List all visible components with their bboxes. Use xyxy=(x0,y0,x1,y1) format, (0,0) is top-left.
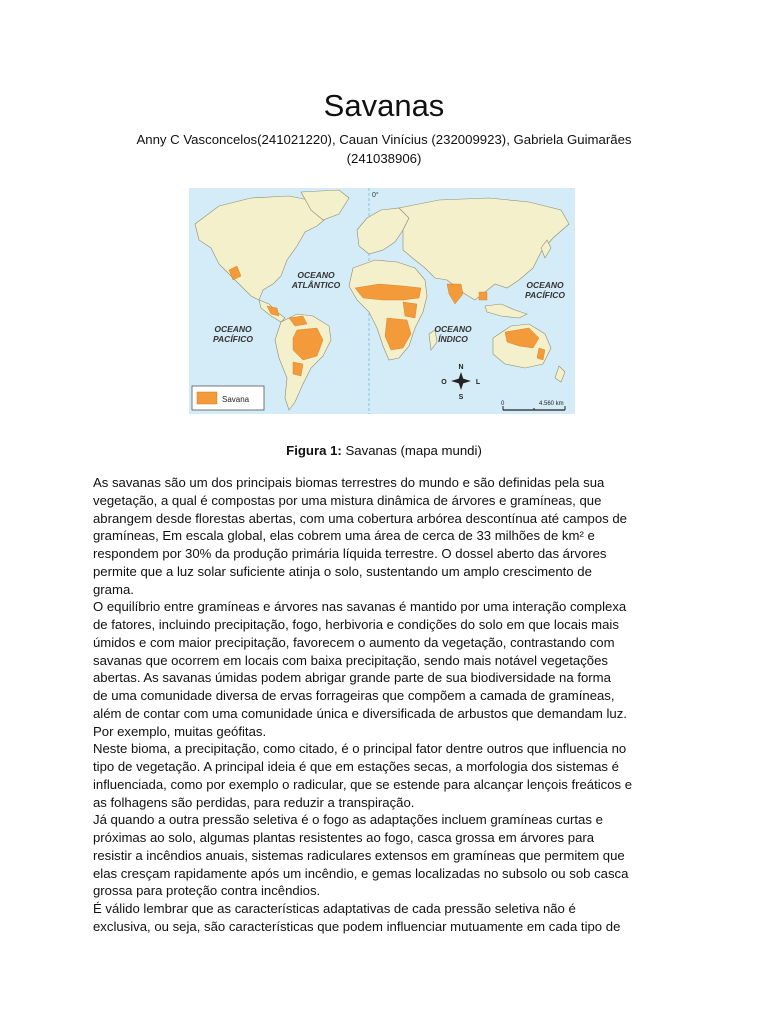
authors-line: (241038906) xyxy=(346,150,422,166)
body-line: influenciada, como por exemplo o radicular, que se estende para alcançar lençois freáticos e xyxy=(93,776,633,792)
map-svg xyxy=(189,188,575,414)
body-line: Por exemplo, muitas geófitas. xyxy=(93,723,267,739)
body-line: grama. xyxy=(93,581,134,597)
atlantic-label-2: ATLÂNTICO xyxy=(291,280,341,290)
pacific-left-label-2: PACÍFICO xyxy=(213,334,253,344)
body-line: além de contar com uma comunidade única e diversificada de arbustos que demandam luz. xyxy=(93,705,627,721)
body-line: O equilíbrio entre gramíneas e árvores nas savanas é mantido por uma interação complexa xyxy=(93,599,627,615)
compass-s: S xyxy=(458,394,464,401)
scale-end-label: 4.560 km xyxy=(539,401,564,407)
pacific-left-label-1: OCEANO xyxy=(214,324,252,334)
savanna-chaco xyxy=(293,362,303,376)
meridian-label: 0° xyxy=(372,192,379,199)
body-line: abrangem desde florestas abertas, com uma cobertura arbórea descontínua até campos de xyxy=(93,510,627,526)
body-line: abertas. As savanas úmidas podem abrigar grande parte de sua biodiversidade na forma xyxy=(93,670,611,686)
legend-swatch xyxy=(197,392,217,404)
body-line: úmidos e com maior precipitação, favorecem o aumento da vegetação, contrastando com xyxy=(93,634,615,650)
authors-line: Anny C Vasconcelos(241021220), Cauan Vinícius (232009923), Gabriela Guimarães xyxy=(136,132,632,147)
savanna-east-africa xyxy=(403,302,417,318)
body-line: É válido lembrar que as características adaptativas de cada pressão seletiva não é xyxy=(93,901,576,916)
body-line: vegetação, a qual é compostas por uma mistura dinâmica de árvores e gramíneas, que xyxy=(93,492,602,508)
indian-label-1: OCEANO xyxy=(434,324,472,334)
body-line: de fatores, incluindo precipitação, fogo, herbivoria e condições do solo em que locais mais xyxy=(93,617,619,632)
body-line: resistir a incêndios anuais, sistemas radiculares extensos em gramíneas que permitem que xyxy=(93,847,625,863)
document-title: Savanas xyxy=(323,88,445,123)
compass-l: L xyxy=(475,379,481,386)
caption-text: Savanas (mapa mundi) xyxy=(341,443,482,458)
body-line: exclusiva, ou seja, são características que podem influenciar mutuamente em cada tipo de xyxy=(93,918,621,934)
map-legend xyxy=(192,386,264,410)
savanna-world-map xyxy=(189,188,575,414)
figure-caption xyxy=(0,442,768,460)
body-line: Neste bioma, a precipitação, como citado, é o principal fator dentre outros que influencia no xyxy=(93,741,627,757)
body-line: As savanas são um dos principais biomas terrestres do mundo e são definidas pela sua xyxy=(93,475,605,490)
indian-label-2: ÍNDICO xyxy=(438,334,468,344)
body-line: as folhagens são perdidas, para reduzir a transpiração. xyxy=(93,794,415,810)
scale-start-label: 0 xyxy=(501,401,505,407)
pacific-right-label-2: PACÍFICO xyxy=(525,290,565,300)
body-line: próximas ao solo, algumas plantas resistentes ao fogo, casca grossa em árvores para xyxy=(93,830,595,845)
body-line: de uma comunidade diversa de ervas forrageiras que compõem a camada de gramíneas, xyxy=(93,688,615,703)
authors xyxy=(100,131,668,168)
savanna-southeast-asia xyxy=(479,292,487,300)
body-line: respondem por 30% da produção primária líquida terrestre. O dossel aberto das árvores xyxy=(93,546,607,561)
compass-n: N xyxy=(458,364,464,371)
body-text xyxy=(93,474,677,936)
body-line: savanas que ocorrem em locais com baixa precipitação, sendo mais notável vegetações xyxy=(93,652,608,668)
body-line: Já quando a outra pressão seletiva é o fogo as adaptações incluem gramíneas curtas e xyxy=(93,812,603,828)
body-line: elas cresçam rapidamente após um incêndio, e gemas localizadas no subsolo ou sob casca xyxy=(93,865,629,881)
body-line: gramíneas, Em escala global, elas cobrem uma área de cerca de 33 milhões de km² e xyxy=(93,528,595,544)
atlantic-label-1: OCEANO xyxy=(297,270,335,280)
caption-label: Figura 1: xyxy=(286,443,342,458)
compass-o: O xyxy=(441,379,447,386)
body-line: grossa para proteção contra incêndios. xyxy=(93,883,321,899)
body-line: tipo de vegetação. A principal ideia é que em estações secas, a morfologia dos sistemas é xyxy=(93,759,619,774)
body-line: permite que a luz solar suficiente atinja o solo, sustentando um amplo crescimento de xyxy=(93,563,592,579)
pacific-right-label-1: OCEANO xyxy=(526,280,564,290)
legend-label: Savana xyxy=(222,395,250,404)
